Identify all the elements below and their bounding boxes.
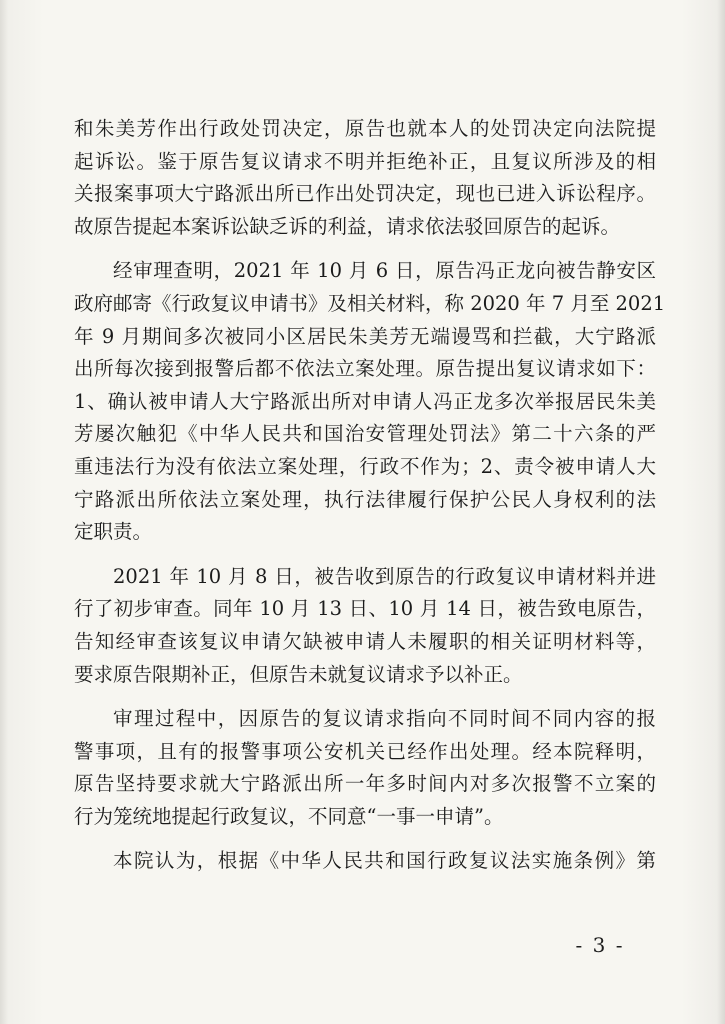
scan-edge-right xyxy=(717,0,725,1024)
text-line: 出所每次接到报警后都不依法立案处理。原告提出复议请求如下： xyxy=(74,357,656,381)
paragraph-1 xyxy=(74,113,656,243)
scan-edge-left xyxy=(0,0,8,1024)
paragraph-5 xyxy=(74,845,656,878)
text-line: 年 9 月期间多次被同小区居民朱美芳无端谩骂和拦截，大宁路派 xyxy=(74,324,656,348)
text-line: 审理过程中，因原告的复议请求指向不同时间不同内容的报 xyxy=(113,707,656,731)
text-line: 行了初步审查。同年 10 月 13 日、10 月 14 日，被告致电原告， xyxy=(74,597,656,621)
text-line: 关报案事项大宁路派出所已作出处罚决定，现也已进入诉讼程序。 xyxy=(74,182,656,206)
text-line: 本院认为，根据《中华人民共和国行政复议法实施条例》第 xyxy=(113,849,656,873)
text-line: 和朱美芳作出行政处罚决定，原告也就本人的处罚决定向法院提 xyxy=(74,117,656,140)
text-line: 故原告提起本案诉讼缺乏诉的利益，请求依法驳回原告的起诉。 xyxy=(74,214,621,238)
paragraph-3 xyxy=(74,561,656,691)
paragraph-2 xyxy=(74,255,666,548)
text-line: 要求原告限期补正，但原告未就复议请求予以补正。 xyxy=(74,662,523,686)
document-body xyxy=(74,113,666,878)
text-line: 芳屡次触犯《中华人民共和国治安管理处罚法》第二十六条的严 xyxy=(74,422,656,446)
text-line: 告知经审查该复议申请欠缺被申请人未履职的相关证明材料等， xyxy=(74,629,656,653)
text-line: 定职责。 xyxy=(74,520,153,544)
paragraph-4 xyxy=(74,703,656,833)
page-number: - 3 - xyxy=(575,933,625,957)
text-line: 宁路派出所依法立案处理，执行法律履行保护公民人身权利的法 xyxy=(74,487,656,511)
text-line: 1、确认被申请人大宁路派出所对申请人冯正龙多次举报居民朱美 xyxy=(74,389,656,413)
text-line: 起诉讼。鉴于原告复议请求不明并拒绝补正，且复议所涉及的相 xyxy=(74,149,656,173)
text-line: 原告坚持要求就大宁路派出所一年多时间内对多次报警不立案的 xyxy=(74,772,656,796)
text-line: 重违法行为没有依法立案处理，行政不作为；2、责令被申请人大 xyxy=(74,454,656,478)
text-line: 政府邮寄《行政复议申请书》及相关材料，称 2020 年 7 月至 2021 xyxy=(74,291,666,315)
text-line: 经审理查明，2021 年 10 月 6 日，原告冯正龙向被告静安区 xyxy=(113,259,656,283)
text-line: 警事项，且有的报警事项公安机关已经作出处理。经本院释明， xyxy=(74,739,656,763)
text-line: 2021 年 10 月 8 日，被告收到原告的行政复议申请材料并进 xyxy=(113,564,656,588)
text-line: 行为笼统地提起行政复议，不同意“一事一申请”。 xyxy=(74,804,504,828)
